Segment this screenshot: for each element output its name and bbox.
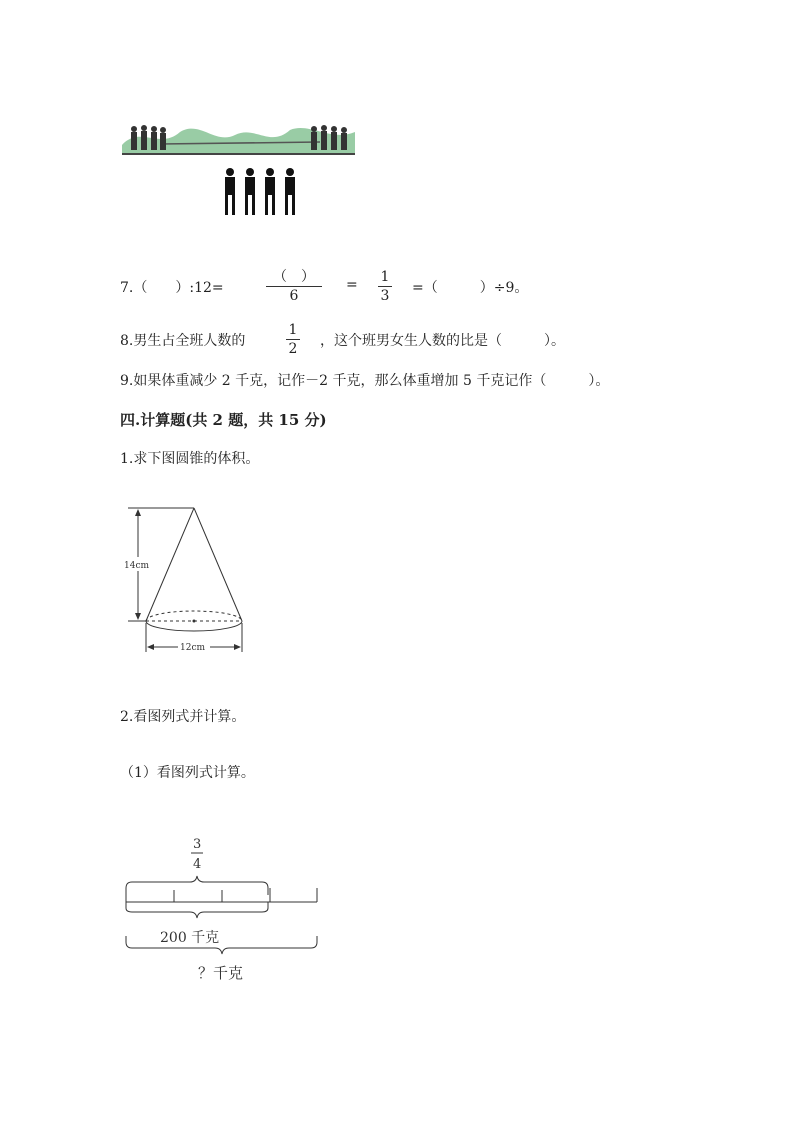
q7-fraction-one-third [378,269,392,304]
question-8 [120,322,620,360]
diameter-label: 12cm [180,643,206,653]
fraction-numerator: 3 [193,837,202,852]
q7-equals: = [346,277,358,293]
fraction-denominator: 2 [288,341,298,357]
cone-drawing [120,500,260,665]
known-quantity-label: 200 千克 [160,930,220,946]
bar-model-diagram [118,832,328,987]
q8-suffix: ，这个班男女生人数的比是（ ）。 [320,333,565,349]
tug-of-war-drawing [120,120,360,220]
unknown-quantity-label: ？千克 [198,964,244,982]
fraction-denominator: 3 [380,288,390,304]
fraction-bar [378,286,392,287]
section-heading: 四.计算题(共 2 题，共 15 分) [120,411,327,429]
fraction-bar [266,286,322,287]
fraction-numerator: 1 [288,322,298,338]
q7-suffix: =（ ）÷9。 [412,280,529,296]
problem-2-text: 2.看图列式并计算。 [120,709,246,725]
question-9: 9.如果体重减少 2 千克，记作－2 千克，那么体重增加 5 千克记作（ ）。 [120,373,610,389]
q7-prefix: 7.（ ）:12= [120,280,224,296]
problem-2-subquestion: （1）看图列式计算。 [120,765,255,781]
fraction-bar [286,339,300,340]
height-label: 14cm [124,561,150,571]
fraction-numerator: 1 [380,269,390,285]
problem-1-text: 1.求下图圆锥的体积。 [120,451,260,467]
q8-prefix: 8.男生占全班人数的 [120,333,246,349]
question-7 [120,269,540,307]
tug-of-war-illustration [120,120,360,220]
q8-fraction-one-half [286,322,300,357]
fraction-denominator: 6 [289,288,299,304]
bar-model-drawing [118,832,328,987]
fraction-denominator: 4 [193,857,202,872]
cone-diagram [120,500,260,665]
fraction-numerator: （ ） [273,269,315,285]
q7-fraction-blank-over-6 [266,269,322,304]
